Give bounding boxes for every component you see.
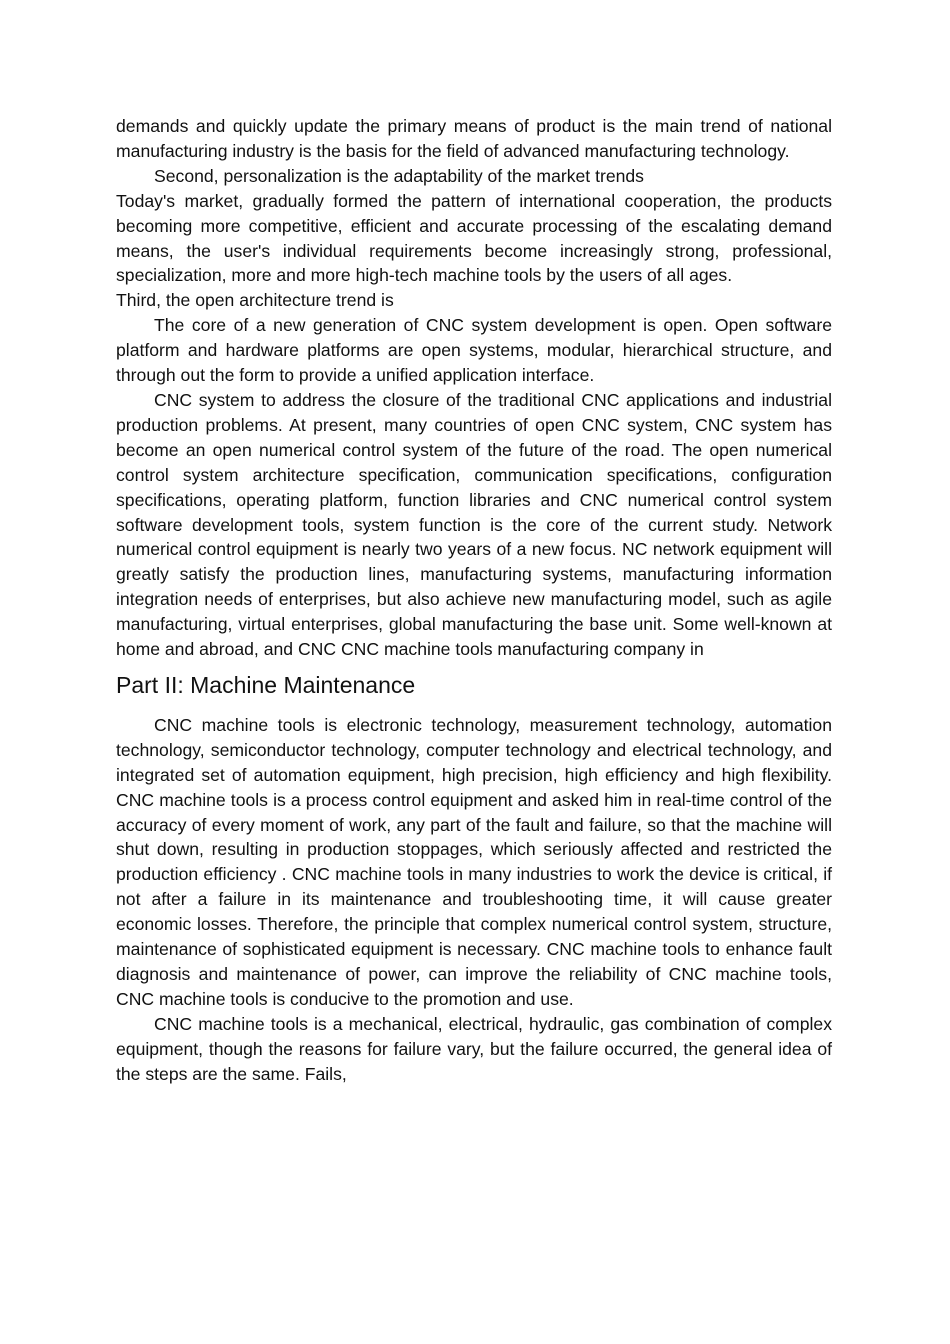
paragraph-cnc-complex-equipment: CNC machine tools is a mechanical, electrical, hydraulic, gas combination of complex equipment, though the reasons for failure vary, but the failure occurred, the general idea of the steps are the same. Fails, [116, 1013, 832, 1084]
section-heading: Part II: Machine Maintenance [116, 671, 416, 698]
paragraph-personalization-heading: Second, personalization is the adaptability of the market trends [154, 165, 644, 186]
document-page [116, 114, 832, 1087]
paragraph-cnc-core: The core of a new generation of CNC system development is open. Open software platform and hardware platforms are open systems, modular, hierarchical structure, and through out the form to provide a unified application interface. [116, 315, 832, 386]
paragraph-cnc-system-closure: CNC system to address the closure of the traditional CNC applications and industrial production problems. At present, many countries of open CNC system, CNC system has become an open numerical control system of the future of the road. The open numerical control system architecture specification, communication specifications, configuration specifications, operating platform, function libraries and CNC numerical control system software development tools, system function is the core of the current study. Network numerical control equipment is nearly two years of a new focus. NC network equipment will greatly satisfy the production lines, manufacturing systems, manufacturing information integration needs of enterprises, but also achieve new manufacturing model, such as agile manufacturing, virtual enterprises, global manufacturing the base unit. Some well-known at home and abroad, and CNC CNC machine tools manufacturing company in [116, 389, 832, 660]
paragraph-continuation: demands and quickly update the primary means of product is the main trend of national manufacturing industry is the basis for the field of advanced manufacturing technology. [116, 116, 832, 161]
paragraph-cnc-machine-tools: CNC machine tools is electronic technology, measurement technology, automation technology, semiconductor technology, computer technology and electrical technology, and integrated set of automation equipment, high precision, high efficiency and high flexibility. CNC machine tools is a process control equipment and asked him in real-time control of the accuracy of every moment of work, any part of the fault and failure, so that the machine will shut down, resulting in production stoppages, which seriously affected and restricted the production efficiency . CNC machine tools in many industries to work the device is critical, if not after a failure in its maintenance and troubleshooting time, it will cause greater economic losses. Therefore, the principle that complex numerical control system, structure, maintenance of sophisticated equipment is necessary. CNC machine tools to enhance fault diagnosis and maintenance of power, can improve the reliability of CNC machine tools, CNC machine tools is conducive to the promotion and use. [116, 714, 832, 1009]
paragraph-open-architecture-heading: Third, the open architecture trend is [116, 290, 394, 311]
paragraph-todays-market: Today's market, gradually formed the pattern of international cooperation, the products becoming more competitive, efficient and accurate processing of the escalating demand means, the user's individual requirements become increasingly strong, professional, specialization, more and more high-tech machine tools by the users of all ages. [116, 190, 832, 286]
